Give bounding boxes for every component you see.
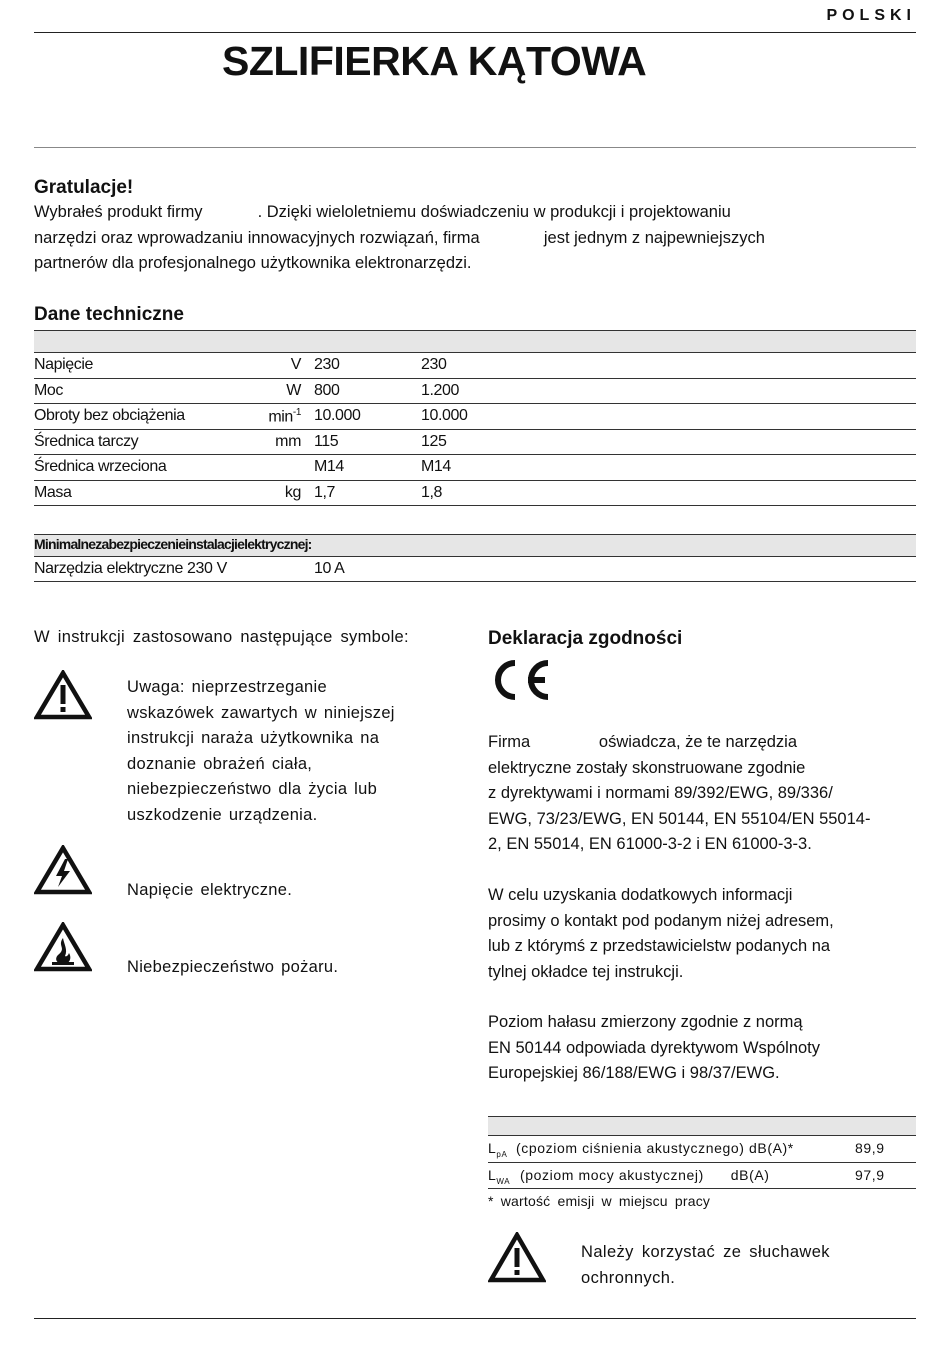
warning-line: niebezpieczeństwo dla życia lub xyxy=(127,780,378,798)
noise-label: (cpoziom ciśnienia akustycznego) dB(A)* xyxy=(516,1140,794,1156)
table-row xyxy=(34,430,916,456)
declaration-heading: Deklaracja zgodności xyxy=(488,628,683,649)
warning-triangle-icon xyxy=(34,670,92,720)
noise-symbol xyxy=(488,1167,510,1186)
declaration-line: EWG, 73/23/EWG, EN 50144, EN 55104/EN 55014- xyxy=(488,809,871,828)
warning-line: wskazówek zawartych w niniejszej xyxy=(127,703,395,722)
symbols-intro: W instrukcji zastosowano następujące symbole: xyxy=(34,628,409,646)
fuse-table xyxy=(34,534,916,582)
row-label: Średnica tarczy xyxy=(34,432,139,450)
declaration-line: z dyrektywami i normami 89/392/EWG, 89/336/ xyxy=(488,784,833,802)
intro-section xyxy=(34,177,916,277)
row-label: Średnica wrzeciona xyxy=(34,458,167,475)
warning-line: doznanie obrażeń ciała, xyxy=(127,754,313,773)
noise-sym-sub: WA xyxy=(496,1176,511,1186)
row-value-b: 230 xyxy=(421,356,447,373)
declaration-line: elektryczne zostały skonstruowane zgodnie xyxy=(488,758,806,777)
row-value-a: 1,7 xyxy=(314,483,336,501)
row-unit: mm xyxy=(275,432,301,450)
row-value-b: 1,8 xyxy=(421,483,443,501)
page-title: SZLIFIERKA KĄTOWA xyxy=(222,38,647,84)
warning-line: instrukcji naraża użytkownika na xyxy=(127,729,380,747)
noise-sym-sub: pA xyxy=(496,1149,508,1159)
row-unit: W xyxy=(286,381,301,399)
row-unit-base: min xyxy=(268,408,293,426)
declaration-para-3 xyxy=(488,1010,916,1087)
intro-heading: Gratulacje! xyxy=(34,177,134,198)
noise-footnote: * wartość emisji w miejscu pracy xyxy=(488,1193,711,1209)
row-unit xyxy=(268,407,301,426)
intro-line-1: Wybrałeś produkt firmy . Dzięki wieloletniemu doświadczeniu w produkcji i projektowaniu xyxy=(34,203,731,221)
row-value-a: 10.000 xyxy=(314,407,361,424)
declaration-line: W celu uzyskania dodatkowych informacji xyxy=(488,886,793,904)
noise-label: (poziom mocy akustycznej) dB(A) xyxy=(520,1166,770,1183)
row-label: Obroty bez obciążenia xyxy=(34,407,185,424)
noise-table xyxy=(488,1116,916,1209)
fire-text: Niebezpieczeństwo pożaru. xyxy=(127,958,339,976)
row-value-b: 125 xyxy=(421,432,447,450)
declaration-line: Firma oświadcza, że te narzędzia xyxy=(488,733,798,751)
declaration-line: Poziom hałasu zmierzony zgodnie z normą xyxy=(488,1013,803,1031)
fire-hazard-icon xyxy=(34,922,92,972)
row-label: Napięcie xyxy=(34,356,94,373)
title-rule xyxy=(34,147,916,148)
row-unit-sup: -1 xyxy=(292,407,301,418)
row-value-b: 1.200 xyxy=(421,381,460,399)
row-label: Masa xyxy=(34,483,72,501)
ear-protection-text xyxy=(581,1240,916,1291)
row-unit: kg xyxy=(284,483,301,501)
table-row xyxy=(34,353,916,379)
warning-line: Uwaga: nieprzestrzeganie xyxy=(127,678,327,696)
table-row xyxy=(34,379,916,405)
ce-mark-icon xyxy=(488,656,552,704)
tech-table xyxy=(34,330,916,506)
intro-line-3: partnerów dla profesjonalnego użytkownika elektronarzędzi. xyxy=(34,254,472,272)
table-row xyxy=(488,1163,916,1190)
noise-sym-letter: L xyxy=(488,1140,497,1156)
bottom-rule xyxy=(34,1318,916,1319)
voltage-text: Napięcie elektryczne. xyxy=(127,881,293,899)
row-label: Moc xyxy=(34,381,64,399)
language-label: POLSKI xyxy=(826,7,916,24)
noise-table-header xyxy=(488,1116,916,1136)
noise-sym-letter: L xyxy=(488,1166,497,1183)
row-value-a: 800 xyxy=(314,381,340,399)
fuse-heading: Minimalnezabezpieczenieinstalacjielektrycznej: xyxy=(34,534,916,557)
warning-text xyxy=(127,675,447,828)
table-row xyxy=(488,1136,916,1163)
electric-hazard-icon xyxy=(34,845,92,895)
noise-value: 89,9 xyxy=(855,1140,885,1156)
noise-symbol xyxy=(488,1140,507,1159)
row-value-b: 10.000 xyxy=(421,407,468,424)
declaration-line: EN 50144 odpowiada dyrektywom Wspólnoty xyxy=(488,1038,821,1057)
warning-triangle-icon xyxy=(488,1232,546,1284)
tech-heading: Dane techniczne xyxy=(34,304,184,325)
declaration-line: tylnej okładce tej instrukcji. xyxy=(488,962,684,981)
fuse-value: 10 A xyxy=(314,560,345,577)
row-value-a: 115 xyxy=(314,432,339,450)
top-rule xyxy=(34,32,916,33)
declaration-para-1 xyxy=(488,730,916,858)
tech-table-header xyxy=(34,330,916,353)
intro-line-2: narzędzi oraz wprowadzaniu innowacyjnych rozwiązań, firma jest jednym z najpewniejszych xyxy=(34,228,765,247)
warning-line: uszkodzenie urządzenia. xyxy=(127,805,318,824)
ear-line: Należy korzystać ze słuchawek xyxy=(581,1243,830,1261)
row-value-a: 230 xyxy=(314,356,340,373)
fuse-label: Narzędzia elektryczne 230 V xyxy=(34,560,227,577)
declaration-line: prosimy o kontakt pod podanym niżej adresem, xyxy=(488,911,834,930)
noise-value: 97,9 xyxy=(855,1166,885,1183)
declaration-line: Europejskiej 86/188/EWG i 98/37/EWG. xyxy=(488,1064,780,1082)
ear-line: ochronnych. xyxy=(581,1268,676,1287)
row-unit: V xyxy=(290,356,301,373)
table-row xyxy=(34,455,916,481)
declaration-line: lub z którymś z przedstawicielstw podanych na xyxy=(488,937,831,955)
row-value-a: M14 xyxy=(314,458,344,475)
row-value-b: M14 xyxy=(421,458,451,475)
table-row xyxy=(34,481,916,507)
declaration-line: 2, EN 55014, EN 61000-3-2 i EN 61000-3-3. xyxy=(488,835,812,853)
table-row xyxy=(34,557,916,582)
declaration-para-2 xyxy=(488,883,916,985)
table-row xyxy=(34,404,916,430)
